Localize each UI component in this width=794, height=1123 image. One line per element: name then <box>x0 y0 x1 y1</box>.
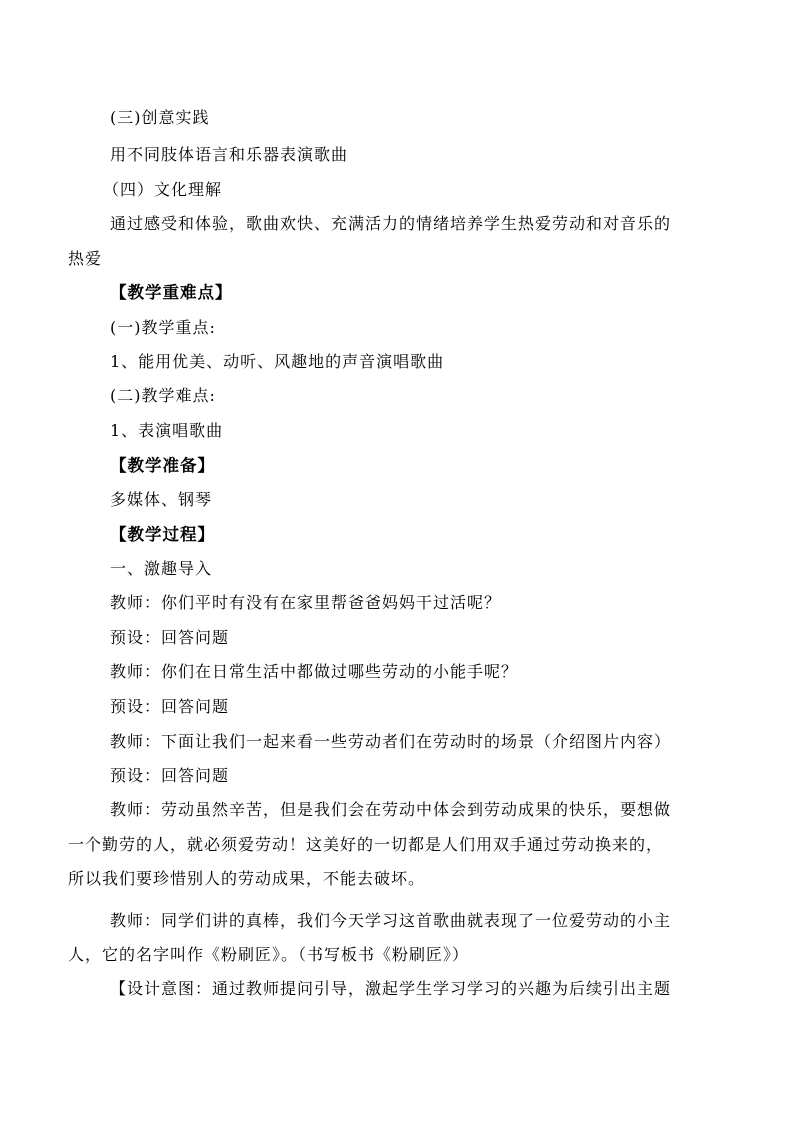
section-cultural-understanding: （四）文化理解 <box>103 180 223 199</box>
dialogue-line: 预设：回答问题 <box>110 697 230 716</box>
subheading-key-points: (一)教学重点: <box>110 318 216 337</box>
dialogue-line: 预设：回答问题 <box>110 628 230 647</box>
paragraph-line: 人，它的名字叫作《粉刷匠》。（书写板书《粉刷匠》） <box>68 945 470 964</box>
dialogue-line: 教师：你们在日常生活中都做过哪些劳动的小能手呢？ <box>110 662 519 681</box>
paragraph-line: 一个勤劳的人，就必须爱劳动！这美好的一切都是人们用双手通过劳动换来的， <box>68 835 664 854</box>
dialogue-line: 教师：同学们讲的真棒，我们今天学习这首歌曲就表现了一位爱劳动的小主 <box>110 911 672 930</box>
paragraph-line: 通过感受和体验，歌曲欢快、充满活力的情绪培养学生热爱劳动和对音乐的 <box>110 214 672 233</box>
heading-teaching-process: 【教学过程】 <box>110 525 215 544</box>
dialogue-line: 教师：你们平时有没有在家里帮爸爸妈妈干过活呢？ <box>110 593 502 612</box>
paragraph-line: 用不同肢体语言和乐器表演歌曲 <box>110 145 349 164</box>
dialogue-line: 教师：劳动虽然辛苦，但是我们会在劳动中体会到劳动成果的快乐，要想做 <box>110 800 672 819</box>
paragraph-line: 热爱 <box>68 249 103 268</box>
dialogue-line: 预设：回答问题 <box>110 766 230 785</box>
list-item: 1、表演唱歌曲 <box>110 421 224 440</box>
subheading-introduction: 一、激趣导入 <box>110 559 213 578</box>
heading-key-difficult-points: 【教学重难点】 <box>110 283 233 302</box>
design-intent-line: 【设计意图：通过教师提问引导，激起学生学习学习的兴趣为后续引出主题 <box>110 979 672 998</box>
list-item: 1、能用优美、动听、风趣地的声音演唱歌曲 <box>110 352 445 371</box>
heading-teaching-preparation: 【教学准备】 <box>110 456 215 475</box>
subheading-difficult-points: (二)教学难点: <box>110 386 216 405</box>
paragraph-line: 所以我们要珍惜别人的劳动成果，不能去破坏。 <box>68 869 426 888</box>
dialogue-line: 教师：下面让我们一起来看一些劳动者们在劳动时的场景（介绍图片内容） <box>110 732 672 751</box>
section-creative-practice: (三)创意实践 <box>110 108 210 127</box>
paragraph-line: 多媒体、钢琴 <box>110 490 213 509</box>
